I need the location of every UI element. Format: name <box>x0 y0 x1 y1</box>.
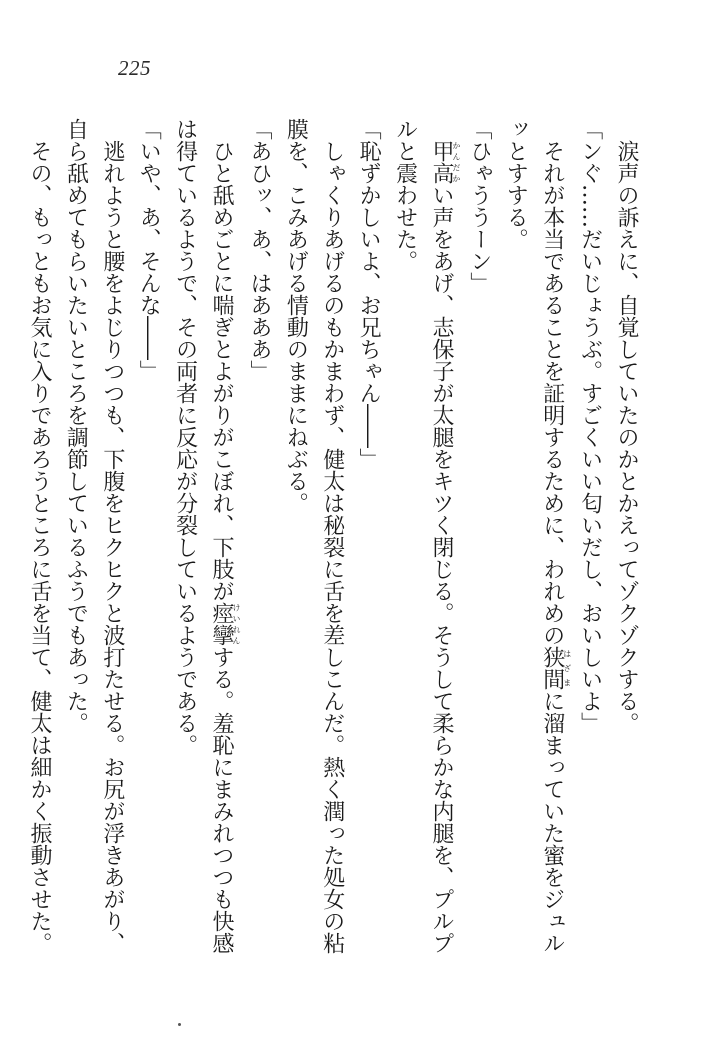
page-mark <box>178 1023 181 1026</box>
ruby-word <box>428 140 461 184</box>
text-line: ルと震わせた。 <box>392 118 418 272</box>
text-line: 「恥ずかしいよ、お兄ちゃん――」 <box>356 118 382 470</box>
vertical-text-block <box>27 118 644 954</box>
text-line: しゃくりあげるのもかまわず、健太は秘裂に舌を差しこんだ。熱く潤った処女の粘 <box>319 118 345 954</box>
ruby-reading: けいれん <box>232 602 242 646</box>
page-number: 225 <box>118 56 151 80</box>
text-line: は得ているようで、その両者に反応が分裂しているようである。 <box>172 118 198 756</box>
text-line: 膜を、こみあげる情動のままにねぶる。 <box>283 118 309 514</box>
text-segment: い声をあげ、志保子が太腿をキツく閉じる。そうして柔らかな内腿を、プルプ <box>428 184 454 954</box>
text-line: 「いや、あ、そんな――」 <box>136 118 162 382</box>
text-segment <box>429 118 454 140</box>
text-line: 「あひッ、あ、はあああ」 <box>246 118 272 382</box>
text-segment: する。羞恥にまみれつつも快感 <box>209 646 235 954</box>
ruby-base: 甲高 <box>428 140 454 184</box>
text-line: 「ンぐ……だいじょうぶ。すごくいい匂いだし、おいしいよ」 <box>577 118 603 734</box>
text-line: その、もっともお気に入りであろうところに舌を当て、健太は細かく振動させた。 <box>27 118 52 954</box>
text-line: 「ひゃううーン」 <box>466 118 492 294</box>
ruby-base: 狭間 <box>539 646 565 690</box>
ruby-word <box>539 646 572 690</box>
ruby-word <box>209 602 242 646</box>
text-line: 涙声の訴えに、自覚していたのかとかえってゾクゾクする。 <box>614 118 639 734</box>
text-line <box>533 118 572 954</box>
text-line <box>423 118 461 954</box>
ruby-reading: はざま <box>562 646 572 690</box>
ruby-base: 痙攣 <box>209 602 235 646</box>
text-segment: ひと舐めごとに喘ぎとよがりがこぼれ、下肢が <box>209 118 235 602</box>
text-segment: に溜まっていた蜜をジュル <box>539 690 565 954</box>
text-line: 逃れようと腰をよじりつつも、下腹をヒクヒクと波打たせる。お尻が浮きあがり、 <box>99 118 125 954</box>
text-line <box>203 118 242 954</box>
text-segment: それが本当であることを証明するために、われめの <box>539 118 565 646</box>
text-line: ッとすする。 <box>503 118 529 250</box>
text-line: 自ら舐めてもらいたいところを調節しているふうでもあった。 <box>63 118 89 734</box>
ruby-reading: かんだか <box>451 140 461 184</box>
